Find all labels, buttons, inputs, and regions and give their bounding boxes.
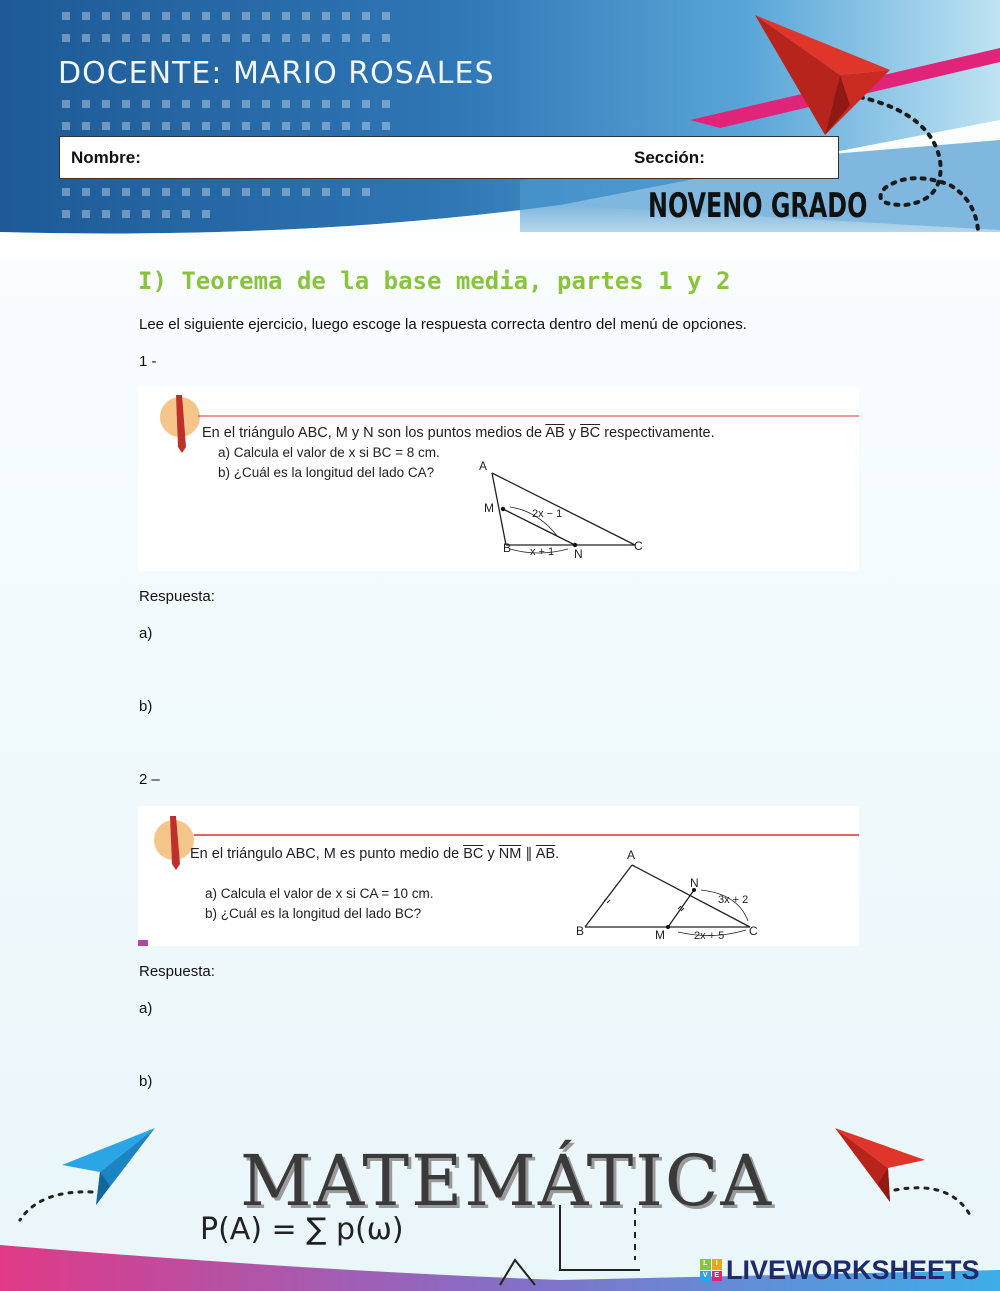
exercise-2-part-b: b) ¿Cuál es la longitud del lado BC? bbox=[205, 906, 422, 921]
grade-label: NOVENO GRADO bbox=[648, 186, 868, 226]
instructions: Lee el siguiente ejercicio, luego escoge la respuesta correcta dentro del menú de opciones. bbox=[139, 316, 747, 333]
vertex-n2-label: N bbox=[690, 876, 699, 890]
vertex-b2-label: B bbox=[576, 924, 585, 938]
section-label: Sección: bbox=[634, 148, 705, 167]
exercise-2-image bbox=[138, 806, 859, 946]
vertex-m-label: M bbox=[484, 501, 494, 515]
exercise-1-statement: En el triángulo ABC, M y N son los puntos medios de $\overline{AB}$ y $\overline{BC}$ respectivamente. bbox=[202, 425, 715, 441]
question-1-number: 1 - bbox=[139, 353, 157, 370]
exercise-1-part-a: a) Calcula el valor de x si BC = 8 cm. bbox=[218, 445, 440, 460]
exercise-1-image bbox=[138, 387, 859, 571]
exercise-1-part-b: b) ¿Cuál es la longitud del lado CA? bbox=[218, 465, 435, 480]
liveworksheets-logo bbox=[700, 1254, 980, 1286]
student-info-box bbox=[59, 136, 839, 179]
vertex-c2-label: C bbox=[749, 924, 758, 938]
vertex-b-label: B bbox=[503, 541, 512, 555]
question-2-number: 2 – bbox=[139, 771, 160, 788]
segment-mn-label: 2x − 1 bbox=[532, 508, 563, 520]
answer-2b-label: b) bbox=[139, 1073, 153, 1090]
liveworksheets-icon: L I V E bbox=[700, 1259, 722, 1281]
probability-formula: P(A) = ∑ p(ω) bbox=[200, 1212, 404, 1247]
segment-nc-label: 3x + 2 bbox=[718, 894, 749, 906]
page-footer bbox=[0, 1120, 1000, 1291]
liveworksheets-brand: LIVEWORKSHEETS bbox=[726, 1254, 980, 1285]
vertex-a2-label: A bbox=[627, 848, 636, 862]
segment-bn-label: x + 1 bbox=[530, 546, 555, 558]
vertex-c-label: C bbox=[634, 539, 643, 553]
teacher-name: DOCENTE: MARIO ROSALES bbox=[58, 56, 495, 91]
vertex-m2-label: M bbox=[655, 928, 665, 942]
answer-1-label: Respuesta: bbox=[139, 588, 215, 605]
exercise-2-part-a: a) Calcula el valor de x si CA = 10 cm. bbox=[205, 886, 434, 901]
answer-1b-label: b) bbox=[139, 698, 153, 715]
segment-mc-label: 2x + 5 bbox=[694, 930, 725, 942]
section-title: I) Teorema de la base media, partes 1 y 2 bbox=[138, 267, 731, 295]
page-header bbox=[0, 0, 1000, 260]
answer-1a-label: a) bbox=[139, 625, 153, 642]
answer-2a-label: a) bbox=[139, 1000, 153, 1017]
answer-2-label: Respuesta: bbox=[139, 963, 215, 980]
exercise-2-statement: En el triángulo ABC, M es punto medio de $\overline{BC}$ y $\overline{NM}$ ∥ $\overline{AB}$. bbox=[190, 846, 560, 862]
vertex-n-label: N bbox=[574, 547, 583, 561]
subject-title: MATEMÁTICA bbox=[240, 1140, 774, 1222]
vertex-a-label: A bbox=[479, 459, 488, 473]
name-label: Nombre: bbox=[71, 148, 141, 167]
